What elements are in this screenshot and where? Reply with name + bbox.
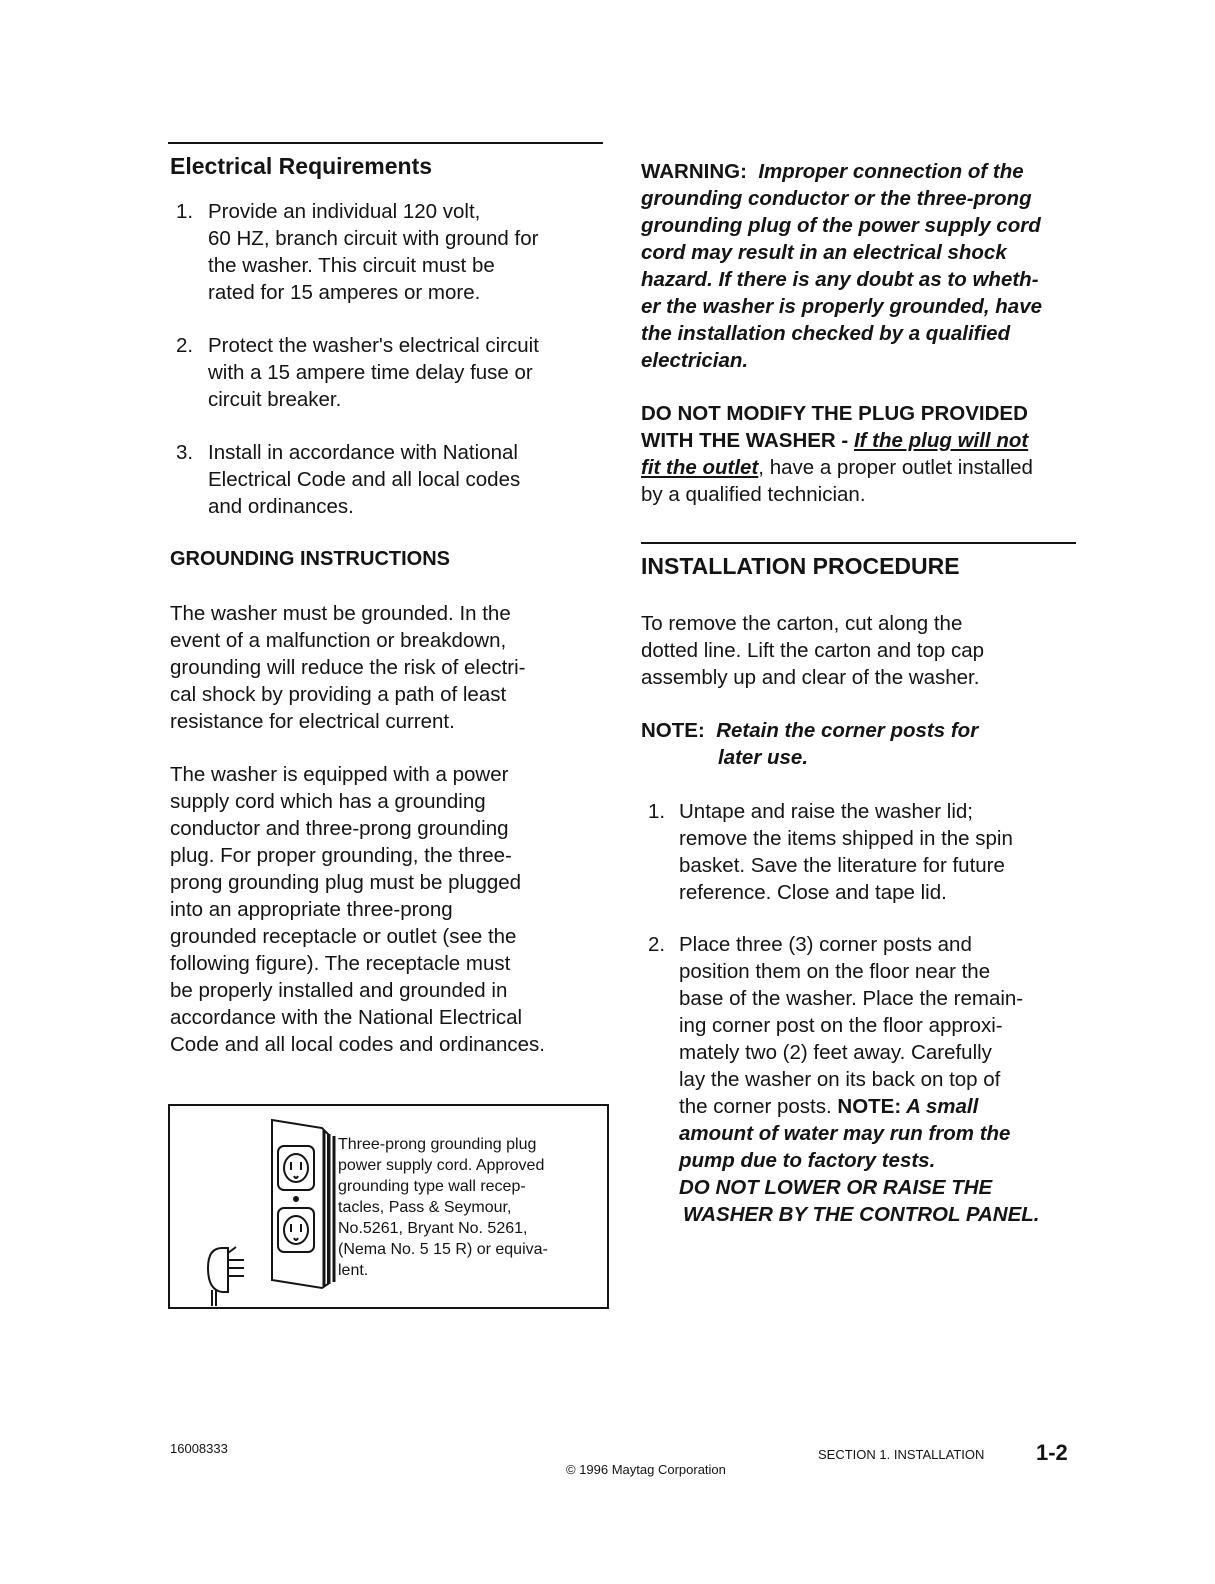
text-line: resistance for electrical current. <box>170 710 455 733</box>
text-line: the corner posts. <box>679 1095 838 1118</box>
text-line: lay the washer on its back on top of <box>679 1068 1001 1091</box>
text-line: Untape and raise the washer lid; <box>679 800 974 823</box>
text-line: following figure). The receptacle must <box>170 952 511 975</box>
text-line: later use. <box>718 746 809 769</box>
item-number: 1. <box>176 200 194 223</box>
text-line: Install in accordance with National <box>208 441 518 464</box>
text-line: WITH THE WASHER - <box>641 429 854 452</box>
item-number: 1. <box>648 800 666 823</box>
text-line: reference. Close and tape lid. <box>679 881 947 904</box>
grounding-paragraph-1 <box>170 600 610 735</box>
text-line: The washer must be grounded. In the <box>170 602 511 625</box>
warning-label: WARNING: <box>641 160 747 183</box>
text-line: Place three (3) corner posts and <box>679 933 972 956</box>
text-line: A small <box>901 1095 979 1118</box>
caption-line: grounding type wall recep- <box>338 1178 526 1195</box>
text-line: ing corner post on the floor approxi- <box>679 1014 1003 1037</box>
text-line: be properly installed and grounded in <box>170 979 508 1002</box>
warning-block <box>641 158 1091 374</box>
caption-line: No.5261, Bryant No. 5261, <box>338 1220 528 1237</box>
text-line: remove the items shipped in the spin <box>679 827 1013 850</box>
section-label: SECTION 1. INSTALLATION <box>818 1447 985 1462</box>
text-line: circuit breaker. <box>208 388 342 411</box>
installation-intro <box>641 610 1091 691</box>
text-line: Protect the washer's electrical circuit <box>208 334 539 357</box>
text-line: Code and all local codes and ordinances. <box>170 1033 545 1056</box>
text-line: er the washer is properly grounded, have <box>641 295 1043 318</box>
document-number: 16008333 <box>170 1441 228 1456</box>
text-line: The washer is equipped with a power <box>170 763 509 786</box>
caption-line: (Nema No. 5 15 R) or equiva- <box>338 1241 548 1258</box>
text-line: accordance with the National Electrical <box>170 1006 523 1029</box>
item-number: 2. <box>176 334 194 357</box>
item-number: 3. <box>176 441 194 464</box>
text-line: cord may result in an electrical shock <box>641 241 1007 264</box>
text-line: with a 15 ampere time delay fuse or <box>208 361 533 384</box>
text-line: Improper connection of the <box>758 160 1024 183</box>
text-line: To remove the carton, cut along the <box>641 612 963 635</box>
text-line: , have a proper outlet installed <box>758 456 1033 479</box>
note-label: NOTE: <box>641 719 705 742</box>
caption-line: tacles, Pass & Seymour, <box>338 1199 512 1216</box>
text-line: basket. Save the literature for future <box>679 854 1005 877</box>
text-line: prong grounding plug must be plugged <box>170 871 522 894</box>
text-line: dotted line. Lift the carton and top cap <box>641 639 985 662</box>
text-line: grounding plug of the power supply cord <box>641 214 1041 237</box>
text-line: Retain the corner posts for <box>716 719 979 742</box>
text-line: WASHER BY THE CONTROL PANEL. <box>683 1203 1040 1226</box>
caption-line: Three-prong grounding plug <box>338 1136 537 1153</box>
text-line: supply cord which has a grounding <box>170 790 486 813</box>
caption-line: lent. <box>338 1262 369 1279</box>
text-line: DO NOT LOWER OR RAISE THE <box>679 1176 993 1199</box>
plug-notice <box>641 400 1091 508</box>
text-line: grounding will reduce the risk of electri- <box>170 656 526 679</box>
caption-line: power supply cord. Approved <box>338 1157 545 1174</box>
text-line: pump due to factory tests. <box>679 1149 936 1172</box>
page-number: 1-2 <box>1036 1440 1068 1465</box>
text-line: into an appropriate three-prong <box>170 898 453 921</box>
text-line: electrician. <box>641 349 749 372</box>
section-title-electrical: Electrical Requirements <box>170 153 433 179</box>
figure-caption <box>338 1134 606 1281</box>
top-rule-left <box>168 142 603 144</box>
text-line: conductor and three-prong grounding <box>170 817 509 840</box>
text-line: and ordinances. <box>208 495 354 518</box>
copyright: © 1996 Maytag Corporation <box>566 1462 726 1477</box>
text-line: Electrical Code and all local codes <box>208 468 521 491</box>
text-line: Provide an individual 120 volt, <box>208 200 481 223</box>
text-line: position them on the floor near the <box>679 960 991 983</box>
text-line: DO NOT MODIFY THE PLUG PROVIDED <box>641 402 1028 425</box>
rule-right <box>641 542 1076 544</box>
note-label: NOTE: <box>837 1095 902 1118</box>
text-line: assembly up and clear of the washer. <box>641 666 980 689</box>
text-line: 60 HZ, branch circuit with ground for <box>208 227 539 250</box>
text-line: event of a malfunction or breakdown, <box>170 629 507 652</box>
receptacle-figure <box>168 1104 609 1309</box>
text-line: rated for 15 amperes or more. <box>208 281 481 304</box>
plug-and-outlet-icon <box>192 1108 362 1308</box>
text-line: If the plug will not <box>853 429 1029 452</box>
item-number: 2. <box>648 933 666 956</box>
text-line: base of the washer. Place the remain- <box>679 987 1024 1010</box>
text-line: cal shock by providing a path of least <box>170 683 507 706</box>
text-line: mately two (2) feet away. Carefully <box>679 1041 992 1064</box>
section-title-grounding: GROUNDING INSTRUCTIONS <box>170 548 450 570</box>
text-line: amount of water may run from the <box>679 1122 1011 1145</box>
text-line: hazard. If there is any doubt as to wheth- <box>641 268 1039 291</box>
text-line: grounding conductor or the three-prong <box>641 187 1032 210</box>
text-line: by a qualified technician. <box>641 483 866 506</box>
text-line: fit the outlet <box>641 456 759 479</box>
installation-note <box>641 717 1091 771</box>
text-line: grounded receptacle or outlet (see the <box>170 925 517 948</box>
text-line: plug. For proper grounding, the three- <box>170 844 512 867</box>
grounding-paragraph-2 <box>170 761 610 1058</box>
text-line: the installation checked by a qualified <box>641 322 1011 345</box>
text-line: the washer. This circuit must be <box>208 254 495 277</box>
section-title-installation: INSTALLATION PROCEDURE <box>641 553 960 579</box>
